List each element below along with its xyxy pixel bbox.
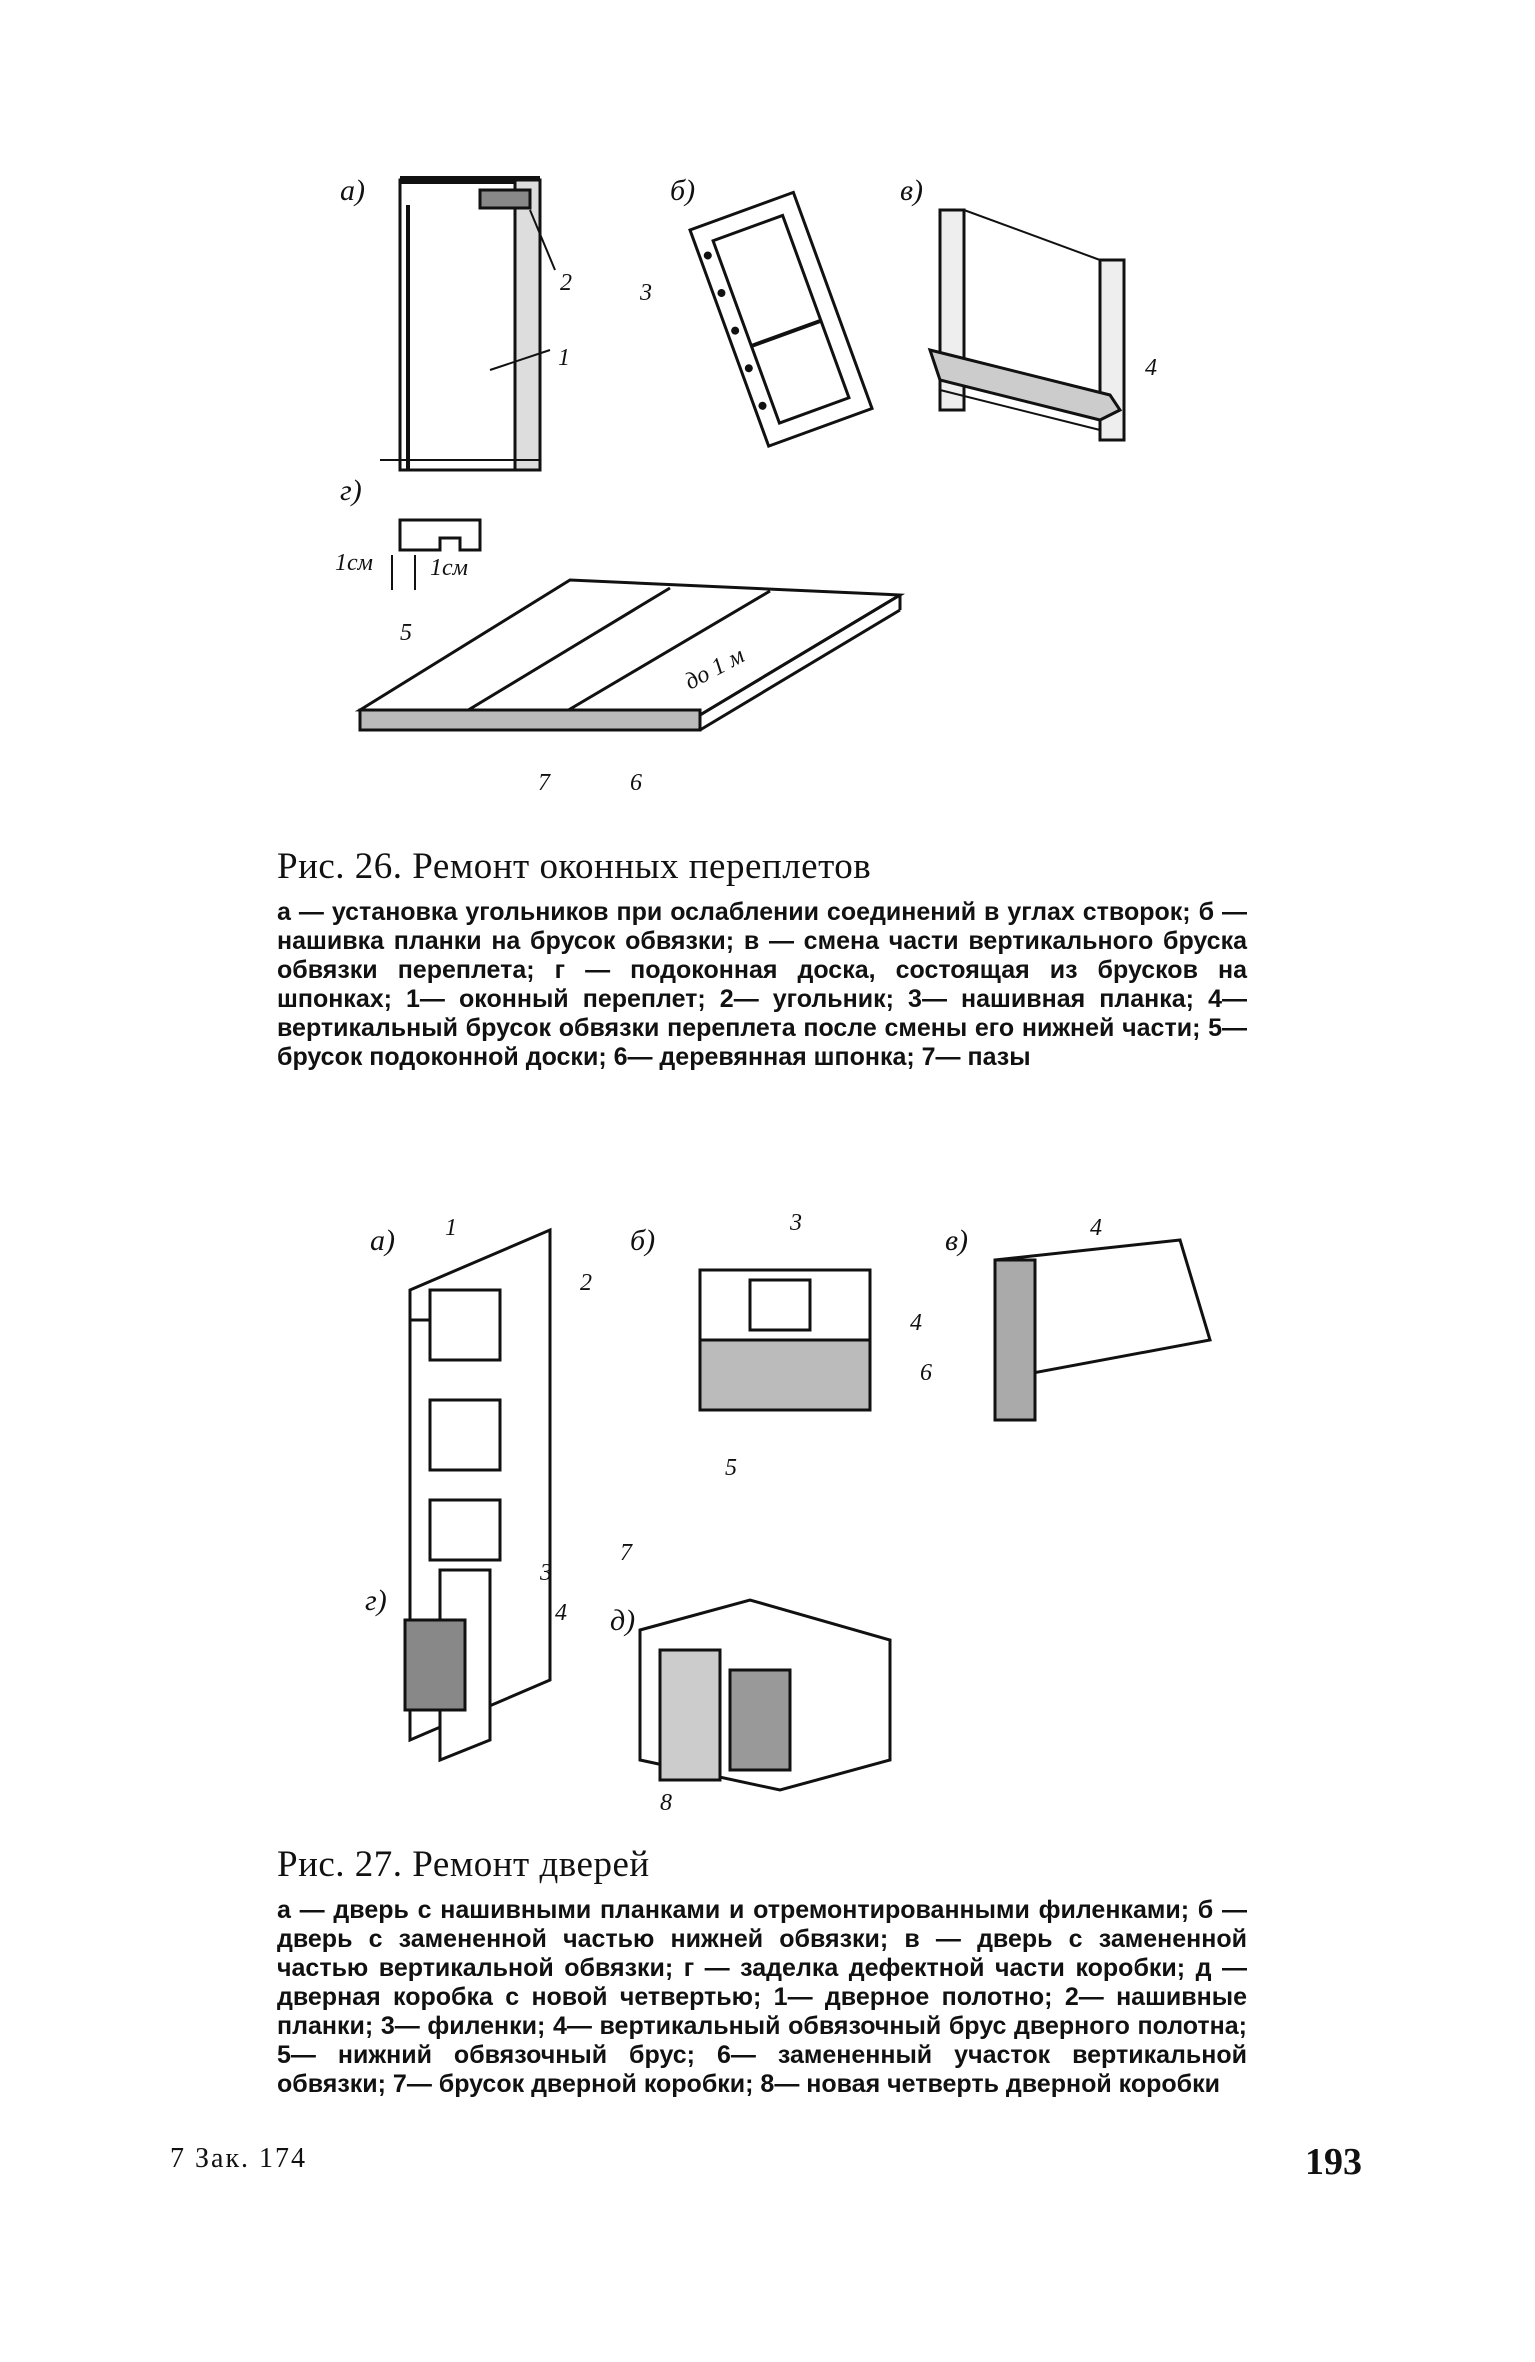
fig26-label-b: б) xyxy=(670,174,696,207)
figure-27-drawing xyxy=(330,1200,1280,1820)
fig27-callout-3a: 3 xyxy=(790,1210,802,1236)
fig26-callout-6: 6 xyxy=(630,770,642,796)
fig26-callout-7: 7 xyxy=(538,770,550,796)
panel-d-door-box xyxy=(640,1600,890,1790)
fig26-dim-3: до 1 м xyxy=(680,642,749,696)
fig27-callout-6: 6 xyxy=(920,1360,932,1386)
fig26-dim-1: 1см xyxy=(335,550,373,576)
panel-b-sash xyxy=(690,192,872,446)
page-number: 193 xyxy=(1305,2141,1362,2183)
sill-board xyxy=(360,580,900,730)
figure-27-title: Рис. 27. Ремонт дверей xyxy=(277,1844,650,1885)
fig27-callout-8: 8 xyxy=(660,1790,672,1816)
figure-26-caption: а — установка угольников при ослаблении соединений в углах створок; б — нашивка планки на брусок обвязки; в — смена части вертикального бруска обвязки переплета; г — подоконная доска, состоящая из брусков на шпонках; 1— оконный переплет; 2— угольник; 3— нашивная планка; 4— вертикальный брусок обвязки переплета после смены его нижней части; 5— брусок подоконной доски; 6— деревянная шпонка; 7— пазы xyxy=(277,898,1247,1071)
panel-a-window-corner xyxy=(380,180,555,470)
fig27-callout-4a: 4 xyxy=(910,1310,922,1336)
fig27-label-b: б) xyxy=(630,1224,656,1257)
fig27-callout-4c: 4 xyxy=(555,1600,567,1626)
fig26-label-a: а) xyxy=(340,174,365,207)
fig27-label-a: а) xyxy=(370,1224,395,1257)
panel-c-frame xyxy=(930,210,1124,440)
figure-27-illustration xyxy=(330,1200,1280,1820)
panel-b-door-bottom xyxy=(700,1270,870,1410)
fig27-callout-1: 1 xyxy=(445,1215,457,1241)
fig27-label-v: в) xyxy=(945,1224,969,1257)
figure-26-illustration xyxy=(300,150,1280,830)
fig26-callout-3: 3 xyxy=(640,280,652,306)
fig27-callout-5: 5 xyxy=(725,1455,737,1481)
fig27-label-g: г) xyxy=(365,1584,387,1617)
fig27-callout-4b: 4 xyxy=(1090,1215,1102,1241)
printer-signature: 7 Зак. 174 xyxy=(170,2143,308,2174)
figure-27-caption: а — дверь с нашивными планками и отремонтированными филенками; б — дверь с замененной частью нижней обвязки; в — дверь с замененной частью вертикальной обвязки; г — заделка дефектной части коробки; д — дверная коробка с новой четвертью; 1— дверное полотно; 2— нашивные планки; 3— филенки; 4— вертикальный обвязочный брус дверного полотна; 5— нижний обвязочный брус; 6— замененный участок вертикальной обвязки; 7— брусок дверной коробки; 8— новая четверть дверной коробки xyxy=(277,1896,1247,2098)
fig26-callout-5: 5 xyxy=(400,620,412,646)
fig26-label-g: г) xyxy=(340,474,362,507)
figure-26-drawing xyxy=(300,150,1280,830)
fig27-callout-7: 7 xyxy=(620,1540,632,1566)
fig26-callout-1: 1 xyxy=(558,345,570,371)
fig26-label-v: в) xyxy=(900,174,924,207)
fig27-label-d: д) xyxy=(610,1604,636,1637)
figure-26-title: Рис. 26. Ремонт оконных переплетов xyxy=(277,846,872,887)
fig27-callout-2: 2 xyxy=(580,1270,592,1296)
fig26-callout-2: 2 xyxy=(560,270,572,296)
panel-v-door-corner xyxy=(995,1240,1210,1420)
fig27-callout-3b: 3 xyxy=(540,1560,552,1586)
fig26-callout-4: 4 xyxy=(1145,355,1157,381)
fig26-dim-2: 1см xyxy=(430,555,468,581)
